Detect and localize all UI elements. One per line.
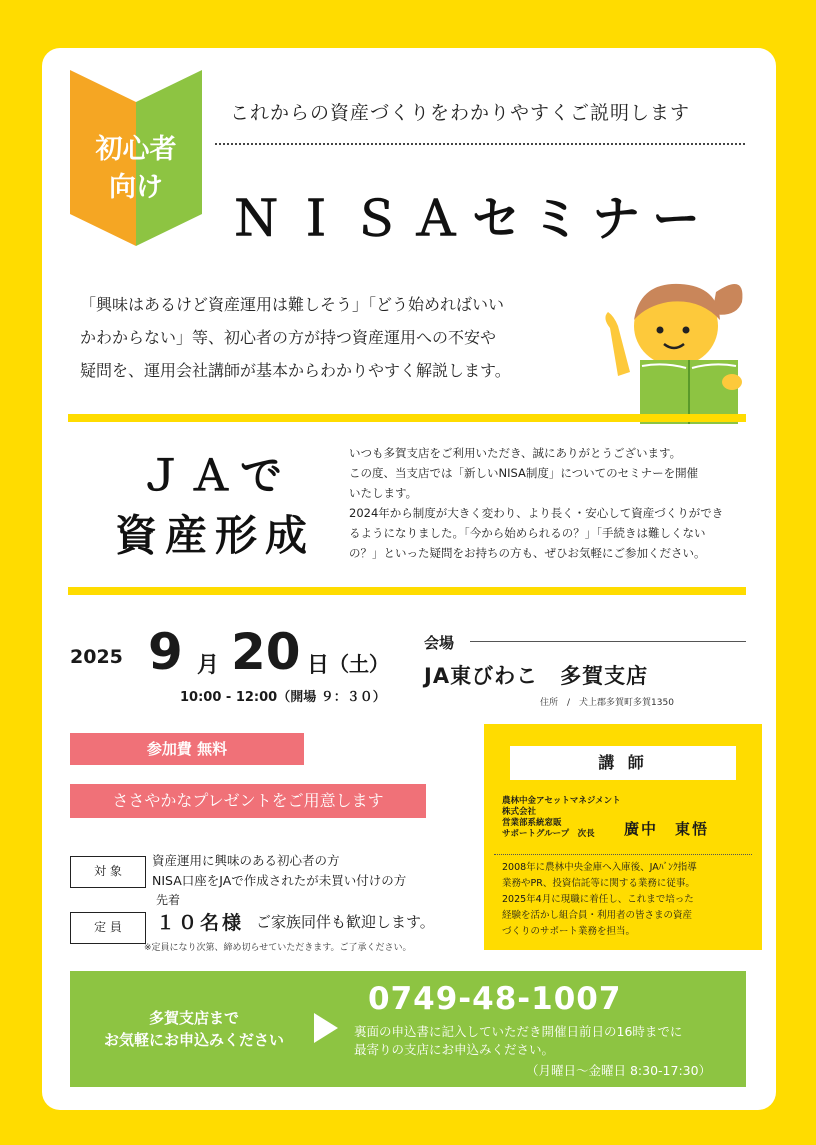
ja-text-line: いたします。	[349, 486, 418, 500]
target-text	[152, 851, 406, 891]
lecturer-bio-line: づくりのサポート業務を担当。	[502, 926, 636, 937]
dotted-divider	[215, 143, 745, 145]
lecturer-org-line: 営業部系統窓販	[502, 818, 562, 828]
venue-label: 会場	[424, 634, 455, 652]
lecturer-heading: 講 師	[510, 746, 736, 780]
ja-section-text	[349, 443, 749, 563]
contact-banner	[70, 971, 746, 1087]
capacity-extra: ご家族同伴も歓迎します。	[256, 913, 435, 931]
ja-section-title	[100, 446, 330, 566]
contact-phone[interactable]: 0749-48-1007	[368, 981, 622, 1017]
event-time: 10:00 - 12:00（開場 ９：３０）	[180, 690, 386, 705]
contact-invite-line2: お気軽にお申込みください	[103, 1031, 284, 1049]
event-month: 9	[148, 623, 183, 681]
page-title: ＮＩＳＡセミナー	[232, 191, 713, 247]
contact-desc-line1: 裏面の申込書に記入していただき開催日前日の16時までに	[354, 1024, 683, 1039]
lecturer-bio-line: 2025年4月に現職に着任し、これまで培った	[502, 894, 694, 905]
contact-hours: （月曜日～金曜日 8:30-17:30）	[526, 1063, 712, 1078]
event-year: 2025	[70, 646, 123, 668]
event-weekday: （土）	[329, 652, 389, 676]
fee-banner: 参加費 無料	[70, 733, 304, 765]
ja-text-line: の？」といった疑問をお持ちの方も、ぜひお気軽にご参加ください。	[349, 546, 706, 560]
gift-banner: ささやかなプレゼントをご用意します	[70, 784, 426, 818]
reading-girl-illustration	[596, 268, 746, 426]
ja-text-line: るようになりました。「今から始められるの？」「手続きは難しくない	[349, 526, 706, 540]
lecturer-box	[484, 724, 762, 950]
intro-line: かわからない」等、初心者の方が持つ資産運用への不安や	[80, 328, 497, 347]
target-line: 資産運用に興味のある初心者の方	[152, 853, 340, 868]
section-divider-bottom	[68, 587, 746, 595]
ja-title-line1: ＪＡで	[139, 451, 290, 500]
lecturer-org	[502, 796, 621, 840]
capacity-number: １０名様	[156, 912, 245, 934]
venue-rule	[470, 641, 746, 642]
header-subtitle: これからの資産づくりをわかりやすくご説明します	[230, 102, 691, 124]
venue-name: JA東びわこ 多賀支店	[424, 664, 649, 688]
section-divider-top	[68, 414, 746, 422]
ja-title-line2: 資産形成	[114, 511, 315, 560]
event-month-unit: 月	[197, 653, 220, 678]
lecturer-org-line: 株式会社	[502, 807, 537, 817]
lecturer-bio-line: 2008年に農林中央金庫へ入庫後、JAﾊﾞﾝｸ指導	[502, 862, 697, 873]
event-day: 20	[231, 623, 301, 681]
contact-invite-line1: 多賀支店まで	[148, 1009, 239, 1027]
lecturer-bio	[502, 860, 754, 940]
lecturer-name: 廣中 東悟	[624, 820, 710, 838]
event-day-unit: 日	[307, 653, 330, 678]
lecturer-divider	[494, 854, 752, 855]
ja-text-line: 2024年から制度が大きく変わり、より長く・安心して資産づくりができ	[349, 506, 724, 520]
venue-address: 住所 / 犬上郡多賀町多賀1350	[540, 698, 674, 708]
contact-invite	[70, 1007, 318, 1051]
capacity-note: ※定員になり次第、締め切らせていただきます。ご了承ください。	[144, 943, 412, 953]
target-line: NISA口座をJAで作成されたが未買い付けの方	[152, 873, 407, 888]
ja-text-line: この度、当支店では「新しいNISA制度」についてのセミナーを開催	[349, 466, 699, 480]
contact-description	[354, 1023, 682, 1059]
lecturer-org-line: 農林中金アセットマネジメント	[502, 796, 621, 806]
lecturer-bio-line: 業務やPR、投資信託等に関する業務に従事。	[502, 878, 695, 889]
lecturer-org-line: サポートグループ 次長	[502, 829, 595, 839]
badge-line2: 向け	[109, 172, 163, 203]
lecturer-bio-line: 経験を活かし組合員・利用者の皆さまの資産	[502, 910, 693, 921]
intro-text	[80, 288, 600, 387]
capacity-prefix: 先着	[156, 893, 181, 907]
contact-desc-line2: 最寄りの支店にお申込みください。	[354, 1042, 555, 1057]
intro-line: 「興味はあるけど資産運用は難しそう」「どう始めればいい	[80, 295, 505, 314]
ja-text-line: いつも多賀支店をご利用いただき、誠にありがとうございます。	[349, 446, 682, 460]
beginner-badge	[70, 70, 202, 246]
badge-line1: 初心者	[95, 134, 177, 165]
arrow-right-icon	[314, 1013, 338, 1043]
capacity-tag: 定 員	[70, 912, 146, 944]
intro-line: 疑問を、運用会社講師が基本からわかりやすく解説します。	[80, 361, 511, 380]
target-tag: 対 象	[70, 856, 146, 888]
